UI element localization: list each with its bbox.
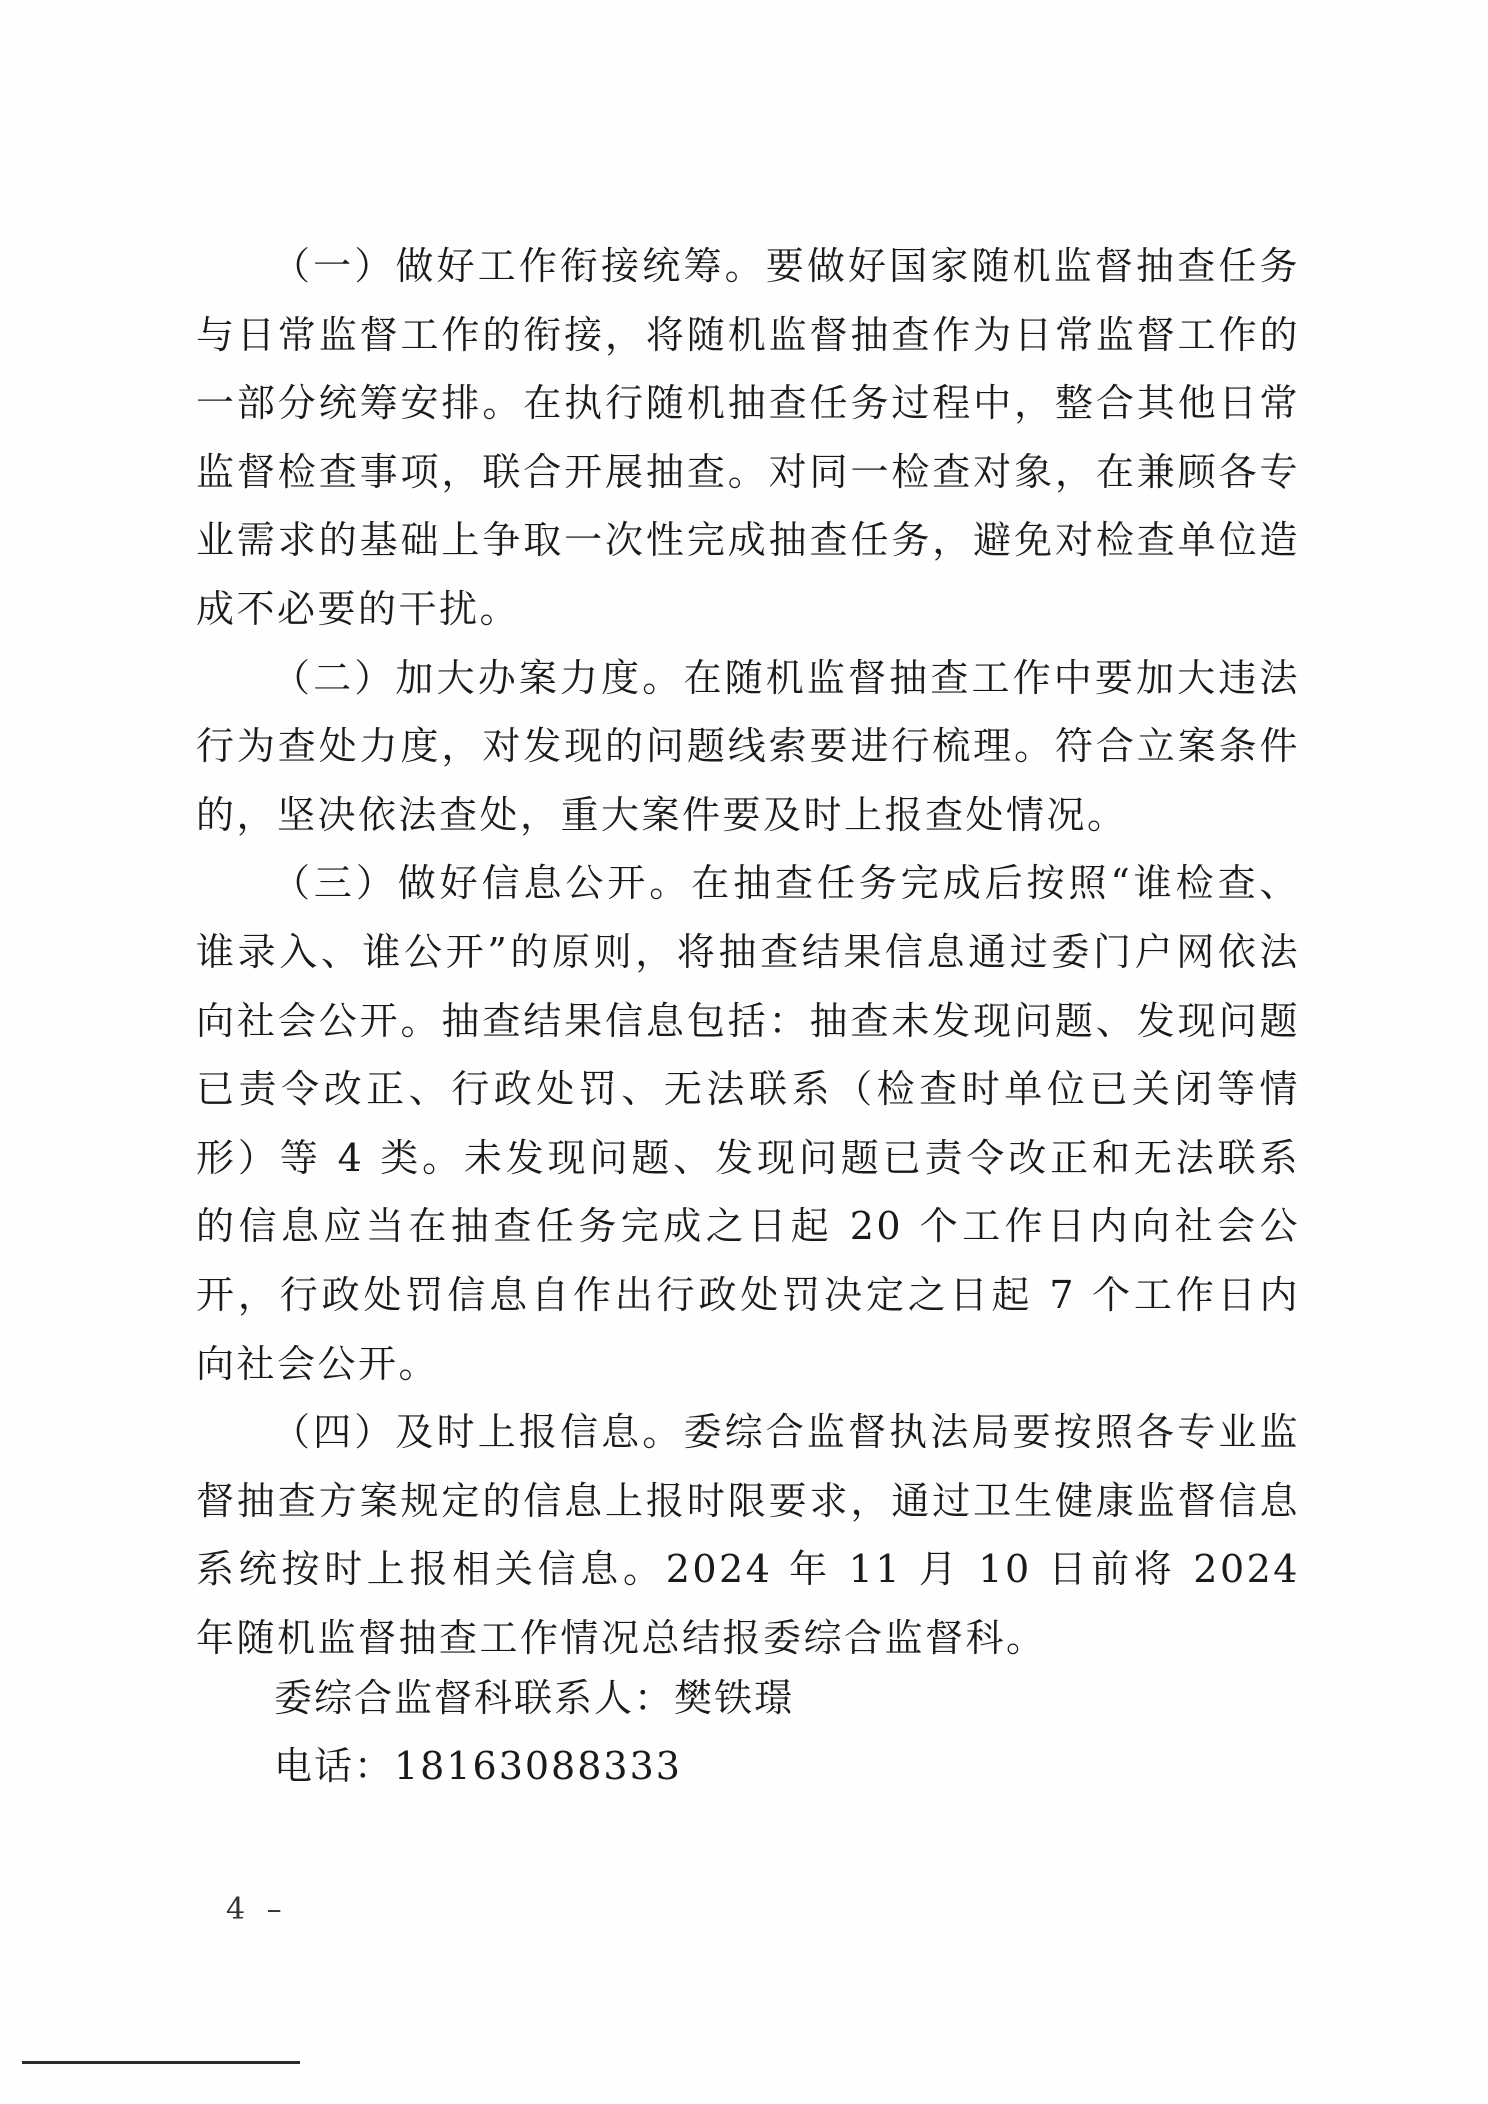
paragraph-work-coordination: （一）做好工作衔接统筹。要做好国家随机监督抽查任务与日常监督工作的衔接，将随机监督抽查作为日常监督工作的一部分统筹安排。在执行随机抽查任务过程中，整合其他日常监督检查事项，联合开展抽查。对同一检查对象，在兼顾各专业需求的基础上争取一次性完成抽查任务，避免对检查单位造成不必要的干扰。 bbox=[196, 244, 1300, 631]
paragraph-case-handling: （二）加大办案力度。在随机监督抽查工作中要加大违法行为查处力度，对发现的问题线索要进行梳理。符合立案条件的，坚决依法查处，重大案件要及时上报查处情况。 bbox=[196, 655, 1300, 837]
bottom-divider bbox=[22, 2061, 300, 2064]
document-body bbox=[196, 232, 1300, 1672]
contact-person: 委综合监督科联系人：樊铁璟 bbox=[274, 1676, 795, 1720]
paragraph-report-information: （四）及时上报信息。委综合监督执法局要按照各专业监督抽查方案规定的信息上报时限要求，通过卫生健康监督信息系统按时上报相关信息。2024 年 11 月 10 日前将 2024 年随机监督抽查工作情况总结报委综合监督科。 bbox=[196, 1410, 1300, 1660]
page-number: 4 – bbox=[226, 1892, 288, 1927]
paragraph-information-disclosure: （三）做好信息公开。在抽查任务完成后按照“谁检查、谁录入、谁公开”的原则，将抽查结果信息通过委门户网依法向社会公开。抽查结果信息包括：抽查未发现问题、发现问题已责令改正、行政处罚、无法联系（检查时单位已关闭等情形）等 4 类。未发现问题、发现问题已责令改正和无法联系的信息应当在抽查任务完成之日起 20 个工作日内向社会公开，行政处罚信息自作出行政处罚决定之日起 7 个工作日内向社会公开。 bbox=[196, 861, 1300, 1386]
contact-block bbox=[274, 1664, 794, 1800]
contact-phone: 电话：18163088333 bbox=[274, 1744, 682, 1788]
